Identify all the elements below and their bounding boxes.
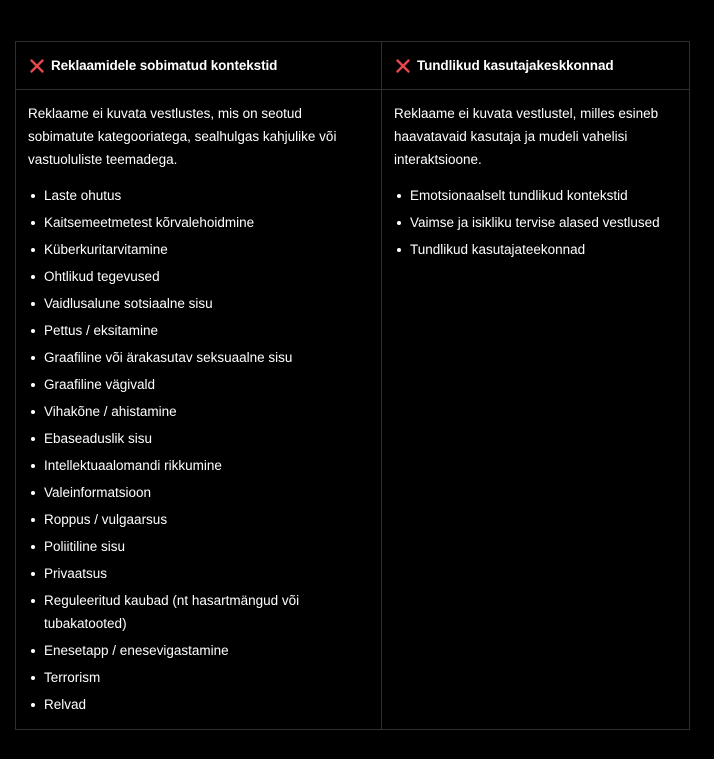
column-header xyxy=(382,42,689,90)
list-item: Enesetapp / enesevigastamine xyxy=(28,639,306,662)
list-item: Vaidlusalune sotsiaalne sisu xyxy=(28,292,306,315)
list-item: Kaitsemeetmetest kõrvalehoidmine xyxy=(28,211,306,234)
category-list xyxy=(394,184,677,261)
column-sensitive-environments xyxy=(382,42,689,729)
list-item: Laste ohutus xyxy=(28,184,306,207)
list-item: Graafiline või ärakasutav seksuaalne sisu xyxy=(28,346,306,369)
category-list xyxy=(28,184,369,716)
column-intro: Reklaame ei kuvata vestlustel, milles esineb haavatavaid kasutaja ja mudeli vahelisi interaktsioone. xyxy=(394,106,659,167)
list-item: Küberkuritarvitamine xyxy=(28,238,306,261)
column-intro: Reklaame ei kuvata vestlustes, mis on seotud sobimatute kategooriatega, sealhulgas kahjulike või vastuoluliste teemadega. xyxy=(28,106,337,167)
list-item: Tundlikud kasutajateekonnad xyxy=(394,238,677,261)
list-item: Terrorism xyxy=(28,666,306,689)
list-item: Vaimse ja isikliku tervise alased vestlused xyxy=(394,211,677,234)
policy-table xyxy=(15,41,690,730)
list-item: Ebaseaduslik sisu xyxy=(28,427,306,450)
list-item: Pettus / eksitamine xyxy=(28,319,306,342)
list-item: Graafiline vägivald xyxy=(28,373,306,396)
column-unsuitable-contexts xyxy=(16,42,382,729)
list-item: Poliitiline sisu xyxy=(28,535,306,558)
list-item: Vihakõne / ahistamine xyxy=(28,400,306,423)
x-mark-icon xyxy=(29,58,45,74)
list-item: Reguleeritud kaubad (nt hasartmängud või tubakatooted) xyxy=(28,589,306,635)
list-item: Ohtlikud tegevused xyxy=(28,265,306,288)
x-mark-icon xyxy=(395,58,411,74)
list-item: Privaatsus xyxy=(28,562,306,585)
list-item: Emotsionaalselt tundlikud kontekstid xyxy=(394,184,677,207)
column-title: Tundlikud kasutajakeskkonnad xyxy=(417,58,614,73)
column-header xyxy=(16,42,381,90)
list-item: Intellektuaalomandi rikkumine xyxy=(28,454,306,477)
list-item: Relvad xyxy=(28,693,306,716)
column-title: Reklaamidele sobimatud kontekstid xyxy=(51,58,278,73)
list-item: Valeinformatsioon xyxy=(28,481,306,504)
list-item: Roppus / vulgaarsus xyxy=(28,508,306,531)
